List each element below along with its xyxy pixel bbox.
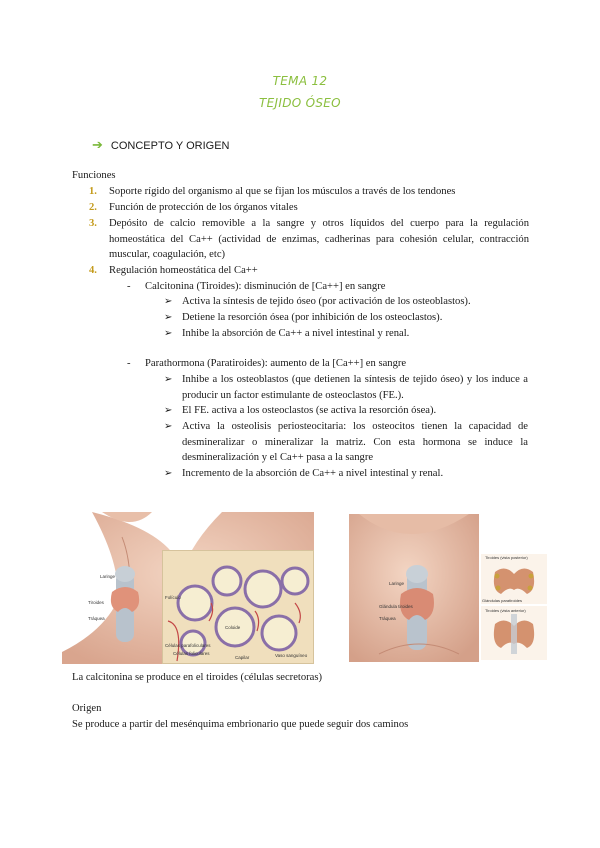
section-heading-label: CONCEPTO Y ORIGEN	[110, 140, 230, 152]
arrowhead-bullet-icon: ➢	[164, 421, 173, 432]
arrowhead-bullet-icon: ➢	[164, 328, 173, 339]
page-title: TEMA 12	[272, 74, 328, 88]
calcitonina-item: Activa la síntesis de tejido óseo (por activación de los osteoblastos).	[182, 296, 471, 307]
list-item: Función de protección de los órganos vitales	[109, 202, 298, 213]
list-item: Regulación homeostática del Ca++	[109, 265, 258, 276]
list-item-number: 2.	[89, 202, 97, 213]
arrowhead-bullet-icon: ➢	[164, 296, 173, 307]
parathormona-label: Parathormona (Paratiroides): aumento de la [Ca++] en sangre	[145, 358, 407, 369]
figure-label: Tiroides	[88, 600, 104, 605]
figure-label: Tiroides (vista anterior)	[485, 608, 526, 613]
figure-label: Vaso sanguíneo	[275, 653, 308, 658]
parathormona-item: El FE. activa a los osteoclastos (se activa la resorción ósea).	[182, 405, 437, 416]
figure-caption: La calcitonina se produce en el tiroides (células secretoras)	[72, 672, 323, 683]
list-item-number: 4.	[89, 265, 97, 276]
dash-bullet: -	[127, 281, 131, 292]
figure-label: Glándula tiroides	[379, 604, 413, 609]
calcitonina-item: Inhibe la absorción de Ca++ a nivel intestinal y renal.	[182, 328, 410, 339]
parathormona-item: Incremento de la absorción de Ca++ a nivel intestinal y renal.	[182, 468, 444, 479]
parathormona-item: Inhibe a los osteoblastos (que detienen la síntesis de tejido óseo) y los induce a producir un factor estimulante de osteoclastos (FE.).	[182, 374, 528, 401]
dash-bullet: -	[127, 358, 131, 369]
figure-label: Glándulas paratiroides	[482, 598, 523, 603]
figure-label: Tráquea	[379, 616, 396, 621]
list-item-number: 1.	[89, 186, 97, 197]
figure-label: Tráquea	[88, 616, 105, 621]
thyroid-parathyroid-figure	[349, 514, 549, 662]
list-item: Soporte rígido del organismo al que se fijan los músculos a través de los tendones	[109, 186, 456, 197]
functions-label: Funciones	[72, 170, 116, 181]
figure-label: Células parafoliculares	[165, 643, 211, 648]
origin-text: Se produce a partir del mesénquima embrionario que puede seguir dos caminos	[72, 719, 409, 730]
thyroid-views-illustration	[481, 554, 547, 660]
arrowhead-bullet-icon: ➢	[164, 374, 173, 385]
section-heading	[92, 136, 230, 154]
calcitonina-item: Detiene la resorción ósea (por inhibición de los osteoclastos).	[182, 312, 443, 323]
parathormona-item: Activa la osteolisis periosteocitaria: los osteocitos tienen la capacidad de desmineralizar o mineralizar la matriz. Con esta hormona se induce la desmineralización y el Ca++ pasa a la sangre	[182, 421, 528, 463]
figure-label: Folículo	[165, 595, 181, 600]
calcitonina-label: Calcitonina (Tiroides): disminución de [Ca++] en sangre	[145, 281, 386, 292]
origin-heading: Origen	[72, 703, 102, 714]
list-item: Depósito de calcio removible a la sangre y otros líquidos del cuerpo para la regulación homeostática del Ca++ (actividad de enzimas, cadherinas para cohesión celular, contracción muscular, coagulación, etc)	[109, 218, 529, 260]
parathyroid-inset	[481, 554, 547, 660]
figure-label: Laringe	[389, 581, 405, 586]
thyroid-section-figure	[62, 512, 314, 664]
figure-label: Capilar	[235, 655, 250, 660]
arrow-right-icon: ➔	[92, 137, 103, 152]
figure-label: Coloide	[225, 625, 241, 630]
list-item-number: 3.	[89, 218, 97, 229]
arrowhead-bullet-icon: ➢	[164, 312, 173, 323]
figure-label: Células foliculares	[173, 651, 210, 656]
page-subtitle: TEJIDO ÓSEO	[259, 96, 341, 110]
arrowhead-bullet-icon: ➢	[164, 405, 173, 416]
figure-label: Laringe	[100, 574, 116, 579]
figure-label: Tiroides (vista posterior)	[485, 555, 528, 560]
arrowhead-bullet-icon: ➢	[164, 468, 173, 479]
histology-inset	[162, 550, 314, 664]
